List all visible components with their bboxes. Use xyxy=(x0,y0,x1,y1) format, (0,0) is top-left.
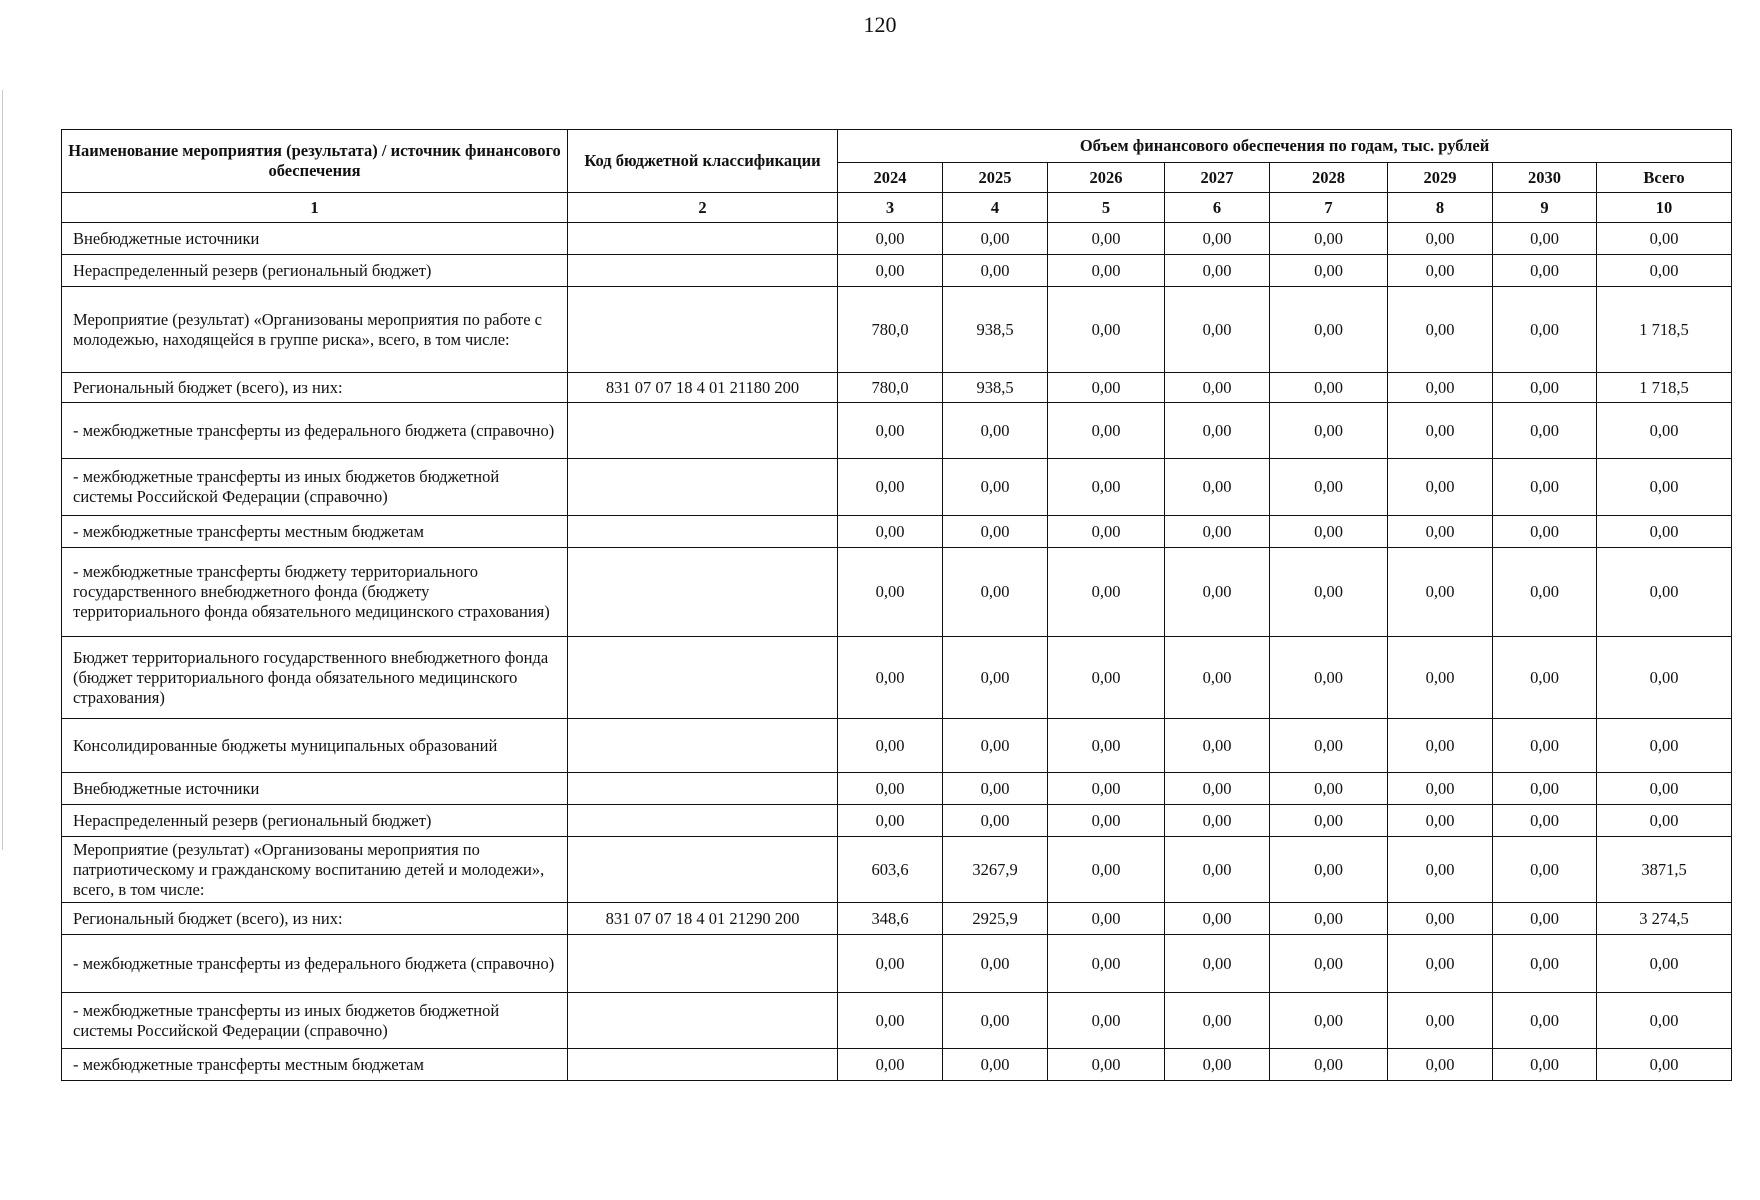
row-value: 0,00 xyxy=(943,403,1048,459)
table-row xyxy=(62,903,1732,935)
column-number: 1 xyxy=(62,193,568,223)
row-value: 0,00 xyxy=(1048,837,1165,903)
row-code xyxy=(568,223,838,255)
row-value: 0,00 xyxy=(943,719,1048,773)
header-year: 2025 xyxy=(943,163,1048,193)
row-value: 0,00 xyxy=(1388,516,1493,548)
row-value: 0,00 xyxy=(1388,459,1493,516)
row-value: 0,00 xyxy=(1270,903,1388,935)
row-name: Мероприятие (результат) «Организованы мероприятия по работе с молодежью, находящейся в группе риска», всего, в том числе: xyxy=(62,287,568,373)
column-number: 10 xyxy=(1597,193,1732,223)
row-code xyxy=(568,805,838,837)
row-value: 0,00 xyxy=(838,805,943,837)
row-value: 0,00 xyxy=(838,548,943,637)
row-value: 348,6 xyxy=(838,903,943,935)
header-year: 2030 xyxy=(1493,163,1597,193)
row-value: 0,00 xyxy=(943,516,1048,548)
table-header xyxy=(62,130,1732,223)
row-value: 780,0 xyxy=(838,373,943,403)
header-year: 2026 xyxy=(1048,163,1165,193)
row-value: 0,00 xyxy=(838,993,943,1049)
row-total: 0,00 xyxy=(1597,773,1732,805)
row-value: 0,00 xyxy=(1270,459,1388,516)
row-value: 0,00 xyxy=(1165,459,1270,516)
row-value: 0,00 xyxy=(943,255,1048,287)
row-value: 0,00 xyxy=(1270,373,1388,403)
row-value: 938,5 xyxy=(943,373,1048,403)
row-total: 1 718,5 xyxy=(1597,373,1732,403)
row-code xyxy=(568,459,838,516)
table-row xyxy=(62,403,1732,459)
row-value: 780,0 xyxy=(838,287,943,373)
row-value: 0,00 xyxy=(1165,903,1270,935)
header-year: 2024 xyxy=(838,163,943,193)
row-value: 0,00 xyxy=(1493,903,1597,935)
row-value: 0,00 xyxy=(1270,773,1388,805)
row-value: 0,00 xyxy=(1493,287,1597,373)
row-value: 0,00 xyxy=(838,637,943,719)
row-value: 0,00 xyxy=(1270,837,1388,903)
row-value: 0,00 xyxy=(1270,223,1388,255)
row-name: - межбюджетные трансферты из федерального бюджета (справочно) xyxy=(62,935,568,993)
row-value: 0,00 xyxy=(1493,516,1597,548)
row-value: 0,00 xyxy=(1493,255,1597,287)
row-code: 831 07 07 18 4 01 21290 200 xyxy=(568,903,838,935)
table-row xyxy=(62,373,1732,403)
table-row xyxy=(62,255,1732,287)
row-value: 0,00 xyxy=(1270,403,1388,459)
row-total: 0,00 xyxy=(1597,637,1732,719)
header-year: 2027 xyxy=(1165,163,1270,193)
row-value: 0,00 xyxy=(1048,516,1165,548)
row-value: 938,5 xyxy=(943,287,1048,373)
scan-edge-line xyxy=(2,90,3,850)
row-value: 0,00 xyxy=(1388,903,1493,935)
row-code xyxy=(568,1049,838,1081)
row-value: 0,00 xyxy=(1048,993,1165,1049)
header-year: 2028 xyxy=(1270,163,1388,193)
row-name: - межбюджетные трансферты из федерального бюджета (справочно) xyxy=(62,403,568,459)
table-body xyxy=(62,223,1732,1081)
row-code xyxy=(568,837,838,903)
row-value: 0,00 xyxy=(1165,223,1270,255)
row-name: Мероприятие (результат) «Организованы мероприятия по патриотическому и гражданскому воспитанию детей и молодежи», всего, в том числе: xyxy=(62,837,568,903)
row-value: 0,00 xyxy=(838,223,943,255)
column-number: 7 xyxy=(1270,193,1388,223)
row-total: 0,00 xyxy=(1597,935,1732,993)
row-name: - межбюджетные трансферты из иных бюджетов бюджетной системы Российской Федерации (справочно) xyxy=(62,459,568,516)
row-value: 0,00 xyxy=(1388,287,1493,373)
row-value: 0,00 xyxy=(1493,373,1597,403)
row-value: 0,00 xyxy=(1048,255,1165,287)
row-value: 0,00 xyxy=(943,548,1048,637)
row-value: 0,00 xyxy=(1493,548,1597,637)
row-value: 0,00 xyxy=(1165,255,1270,287)
row-value: 0,00 xyxy=(1493,993,1597,1049)
row-value: 3267,9 xyxy=(943,837,1048,903)
row-value: 0,00 xyxy=(1048,719,1165,773)
row-total: 3 274,5 xyxy=(1597,903,1732,935)
row-name: - межбюджетные трансферты местным бюджетам xyxy=(62,516,568,548)
row-value: 0,00 xyxy=(1388,637,1493,719)
row-name: - межбюджетные трансферты бюджету территориального государственного внебюджетного фонда (бюджету территориального фонда обязательного медицинского страхования) xyxy=(62,548,568,637)
row-name: Внебюджетные источники xyxy=(62,223,568,255)
row-value: 0,00 xyxy=(838,935,943,993)
row-value: 0,00 xyxy=(943,773,1048,805)
table-row xyxy=(62,719,1732,773)
row-value: 0,00 xyxy=(1270,637,1388,719)
row-value: 0,00 xyxy=(1165,805,1270,837)
row-value: 0,00 xyxy=(1388,1049,1493,1081)
row-value: 0,00 xyxy=(1388,548,1493,637)
row-value: 0,00 xyxy=(1048,773,1165,805)
row-value: 0,00 xyxy=(1388,993,1493,1049)
row-value: 0,00 xyxy=(1048,373,1165,403)
row-total: 0,00 xyxy=(1597,993,1732,1049)
header-volume: Объем финансового обеспечения по годам, тыс. рублей xyxy=(838,130,1732,163)
row-value: 0,00 xyxy=(1388,805,1493,837)
row-value: 0,00 xyxy=(1165,548,1270,637)
row-value: 0,00 xyxy=(1493,1049,1597,1081)
row-value: 0,00 xyxy=(1270,993,1388,1049)
row-value: 0,00 xyxy=(1270,805,1388,837)
row-name: Нераспределенный резерв (региональный бюджет) xyxy=(62,805,568,837)
row-value: 0,00 xyxy=(1048,403,1165,459)
table-row xyxy=(62,805,1732,837)
row-value: 0,00 xyxy=(1048,903,1165,935)
row-value: 0,00 xyxy=(1388,935,1493,993)
row-value: 0,00 xyxy=(1165,287,1270,373)
row-value: 0,00 xyxy=(838,403,943,459)
row-value: 0,00 xyxy=(943,459,1048,516)
row-total: 0,00 xyxy=(1597,516,1732,548)
row-value: 0,00 xyxy=(838,719,943,773)
row-value: 0,00 xyxy=(1270,719,1388,773)
column-number: 5 xyxy=(1048,193,1165,223)
row-name: Бюджет территориального государственного внебюджетного фонда (бюджет территориального фонда обязательного медицинского страхования) xyxy=(62,637,568,719)
row-value: 0,00 xyxy=(1165,516,1270,548)
row-value: 0,00 xyxy=(1048,935,1165,993)
row-value: 0,00 xyxy=(943,805,1048,837)
row-code: 831 07 07 18 4 01 21180 200 xyxy=(568,373,838,403)
row-value: 0,00 xyxy=(943,1049,1048,1081)
row-code xyxy=(568,993,838,1049)
row-value: 0,00 xyxy=(1493,805,1597,837)
row-value: 0,00 xyxy=(1048,548,1165,637)
row-value: 0,00 xyxy=(1165,935,1270,993)
row-value: 0,00 xyxy=(1270,516,1388,548)
row-code xyxy=(568,773,838,805)
row-value: 0,00 xyxy=(1493,935,1597,993)
row-name: Консолидированные бюджеты муниципальных образований xyxy=(62,719,568,773)
row-value: 0,00 xyxy=(1270,548,1388,637)
table-row xyxy=(62,935,1732,993)
table-row xyxy=(62,548,1732,637)
row-value: 0,00 xyxy=(1493,459,1597,516)
row-value: 0,00 xyxy=(1048,1049,1165,1081)
row-value: 0,00 xyxy=(1388,255,1493,287)
row-value: 0,00 xyxy=(943,637,1048,719)
row-value: 0,00 xyxy=(1493,637,1597,719)
row-total: 1 718,5 xyxy=(1597,287,1732,373)
row-value: 0,00 xyxy=(1493,837,1597,903)
table-row xyxy=(62,287,1732,373)
row-value: 0,00 xyxy=(1165,373,1270,403)
header-total: Всего xyxy=(1597,163,1732,193)
row-code xyxy=(568,637,838,719)
row-value: 0,00 xyxy=(1388,719,1493,773)
row-value: 0,00 xyxy=(1388,837,1493,903)
row-code xyxy=(568,516,838,548)
row-value: 0,00 xyxy=(1048,459,1165,516)
table-row xyxy=(62,993,1732,1049)
row-value: 0,00 xyxy=(1048,637,1165,719)
row-value: 0,00 xyxy=(1165,993,1270,1049)
row-total: 0,00 xyxy=(1597,805,1732,837)
row-name: - межбюджетные трансферты местным бюджетам xyxy=(62,1049,568,1081)
row-total: 0,00 xyxy=(1597,719,1732,773)
row-value: 0,00 xyxy=(1270,287,1388,373)
row-value: 0,00 xyxy=(1388,223,1493,255)
row-value: 0,00 xyxy=(838,255,943,287)
row-value: 0,00 xyxy=(1270,935,1388,993)
column-number: 8 xyxy=(1388,193,1493,223)
column-number: 6 xyxy=(1165,193,1270,223)
row-value: 0,00 xyxy=(1388,773,1493,805)
table-row xyxy=(62,637,1732,719)
row-value: 0,00 xyxy=(1165,637,1270,719)
row-value: 0,00 xyxy=(1388,373,1493,403)
row-value: 0,00 xyxy=(838,516,943,548)
row-value: 0,00 xyxy=(943,223,1048,255)
row-value: 0,00 xyxy=(1165,719,1270,773)
row-total: 0,00 xyxy=(1597,403,1732,459)
row-code xyxy=(568,935,838,993)
row-name: Региональный бюджет (всего), из них: xyxy=(62,373,568,403)
table-row xyxy=(62,516,1732,548)
table-row xyxy=(62,459,1732,516)
row-value: 0,00 xyxy=(1165,1049,1270,1081)
header-name: Наименование мероприятия (результата) / источник финансового обеспечения xyxy=(62,130,568,193)
row-name: - межбюджетные трансферты из иных бюджетов бюджетной системы Российской Федерации (справочно) xyxy=(62,993,568,1049)
row-value: 0,00 xyxy=(1165,773,1270,805)
row-total: 3871,5 xyxy=(1597,837,1732,903)
row-value: 0,00 xyxy=(1493,773,1597,805)
row-name: Нераспределенный резерв (региональный бюджет) xyxy=(62,255,568,287)
header-code: Код бюджетной классификации xyxy=(568,130,838,193)
row-total: 0,00 xyxy=(1597,223,1732,255)
column-number: 4 xyxy=(943,193,1048,223)
row-value: 0,00 xyxy=(1388,403,1493,459)
row-value: 0,00 xyxy=(838,459,943,516)
page-number: 120 xyxy=(863,12,897,37)
table-row xyxy=(62,223,1732,255)
row-code xyxy=(568,719,838,773)
row-value: 0,00 xyxy=(1048,287,1165,373)
row-value: 0,00 xyxy=(1165,837,1270,903)
row-code xyxy=(568,403,838,459)
row-value: 2925,9 xyxy=(943,903,1048,935)
budget-table xyxy=(61,129,1732,1081)
column-number: 2 xyxy=(568,193,838,223)
row-value: 0,00 xyxy=(838,773,943,805)
row-value: 0,00 xyxy=(1493,223,1597,255)
row-name: Внебюджетные источники xyxy=(62,773,568,805)
row-value: 0,00 xyxy=(1165,403,1270,459)
row-value: 0,00 xyxy=(943,935,1048,993)
row-code xyxy=(568,255,838,287)
row-total: 0,00 xyxy=(1597,1049,1732,1081)
row-value: 0,00 xyxy=(1270,1049,1388,1081)
row-code xyxy=(568,548,838,637)
table-row xyxy=(62,773,1732,805)
table-row xyxy=(62,837,1732,903)
row-total: 0,00 xyxy=(1597,459,1732,516)
column-number: 3 xyxy=(838,193,943,223)
row-total: 0,00 xyxy=(1597,255,1732,287)
row-value: 0,00 xyxy=(1048,805,1165,837)
row-value: 603,6 xyxy=(838,837,943,903)
header-year: 2029 xyxy=(1388,163,1493,193)
row-value: 0,00 xyxy=(838,1049,943,1081)
row-value: 0,00 xyxy=(1493,403,1597,459)
table-row xyxy=(62,1049,1732,1081)
column-number: 9 xyxy=(1493,193,1597,223)
row-name: Региональный бюджет (всего), из них: xyxy=(62,903,568,935)
row-value: 0,00 xyxy=(1493,719,1597,773)
row-value: 0,00 xyxy=(1048,223,1165,255)
row-code xyxy=(568,287,838,373)
row-total: 0,00 xyxy=(1597,548,1732,637)
row-value: 0,00 xyxy=(943,993,1048,1049)
row-value: 0,00 xyxy=(1270,255,1388,287)
